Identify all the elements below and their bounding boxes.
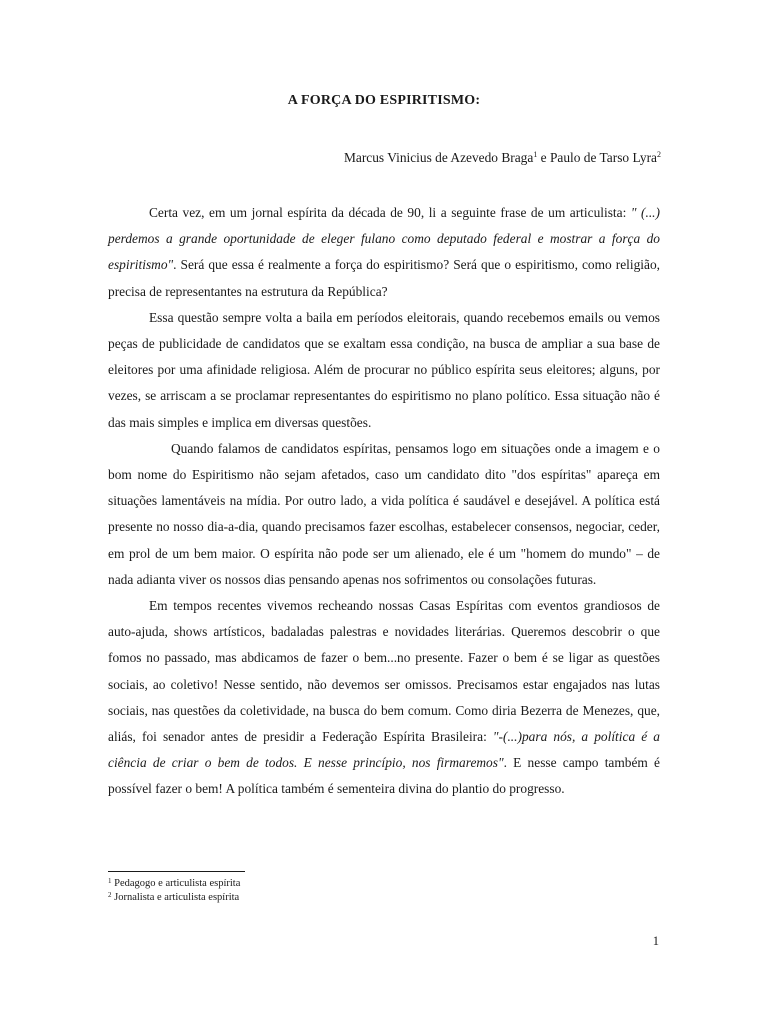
footnote-text: Pedagogo e articulista espírita: [111, 878, 241, 889]
footnote-ref[interactable]: 1: [533, 150, 538, 159]
author-name: Paulo de Tarso Lyra: [549, 150, 657, 165]
paragraph: [108, 593, 660, 803]
document-page: [108, 0, 660, 1024]
footnote-mark: 1: [108, 877, 112, 885]
footnote-item: [108, 891, 240, 905]
author-line: [344, 150, 661, 166]
paragraph: [108, 200, 660, 305]
document-title: A FORÇA DO ESPIRITISMO:: [287, 93, 481, 108]
paragraph: Essa questão sempre volta a baila em períodos eleitorais, quando recebemos emails ou vemos peças de publicidade de candidatos que se exaltam essa condição, na busca de ampliar a sua base de eleitores por uma afinidade religiosa. Além de procurar no público espírita seus eleitores; alguns, por vezes, se arriscam a se proclamar representantes do espiritismo no plano político. Essa situação não é das mais simples e implica em diversas questões.: [108, 309, 660, 430]
footnote-ref[interactable]: 2: [657, 150, 661, 159]
paragraph: Quando falamos de candidatos espíritas, pensamos logo em situações onde a imagem e o bom nome do Espiritismo não sejam afetados, caso um candidato dito "dos espíritas" apareça em situações lamentáveis na mídia. Por outro lado, a vida política é saudável e desejável. A política está presente no nosso dia-a-dia, quando precisamos fazer escolhas, estabelecer consensos, negociar, ceder, em prol de um bem maior. O espírita não pode ser um alienado, ele é um "homem do mundo" – de nada adianta viver os nossos dias pensando apenas nos sofrimentos ou consolações futuras.: [108, 440, 660, 587]
quotation: "-(...)para nós, a política é a ciência de criar o bem de todos. E nesse princípio, nos firmaremos": [108, 729, 660, 771]
footnote-text: Jornalista e articulista espírita: [111, 891, 240, 903]
page-number: 1: [652, 934, 659, 948]
footnote-item: [108, 877, 240, 891]
footnote-separator: [108, 871, 245, 872]
footnotes: [108, 877, 240, 904]
document-body: [108, 200, 660, 803]
author-name: Marcus Vinicius de Azevedo Braga: [343, 150, 534, 165]
paragraph-text: Certa vez, em um jornal espírita da década de 90, li a seguinte frase de um articulista:: [149, 205, 631, 220]
quotation: " (...) perdemos a grande oportunidade de eleger fulano como deputado federal e mostrar a força do espiritismo": [108, 205, 660, 273]
paragraph-text: Em tempos recentes vivemos recheando nossas Casas Espíritas com eventos grandiosos de auto-ajuda, shows artísticos, badaladas palestras e novidades literárias. Queremos descobrir o que fomos no passado, mas abdicamos de fazer o bem...no presente. Fazer o bem é se ligar as questões sociais, ao coletivo! Nesse sentido, não devemos ser omissos. Precisamos estar engajados nas lutas sociais, nas questões da coletividade, na busca do bem comum. Como diria Bezerra de Menezes, que, aliás, foi senador antes de presidir a Federação Espírita Brasileira:: [108, 598, 660, 745]
paragraph-text: . Será que essa é realmente a força do espiritismo? Será que o espiritismo, como religião, precisa de representantes na estrutura da República?: [108, 257, 660, 299]
footnote-mark: 2: [108, 890, 112, 899]
author-connector: e: [537, 150, 550, 165]
paragraph-text: . E nesse campo também é possível fazer o bem! A política também é sementeira divina do plantio do progresso.: [108, 755, 660, 797]
